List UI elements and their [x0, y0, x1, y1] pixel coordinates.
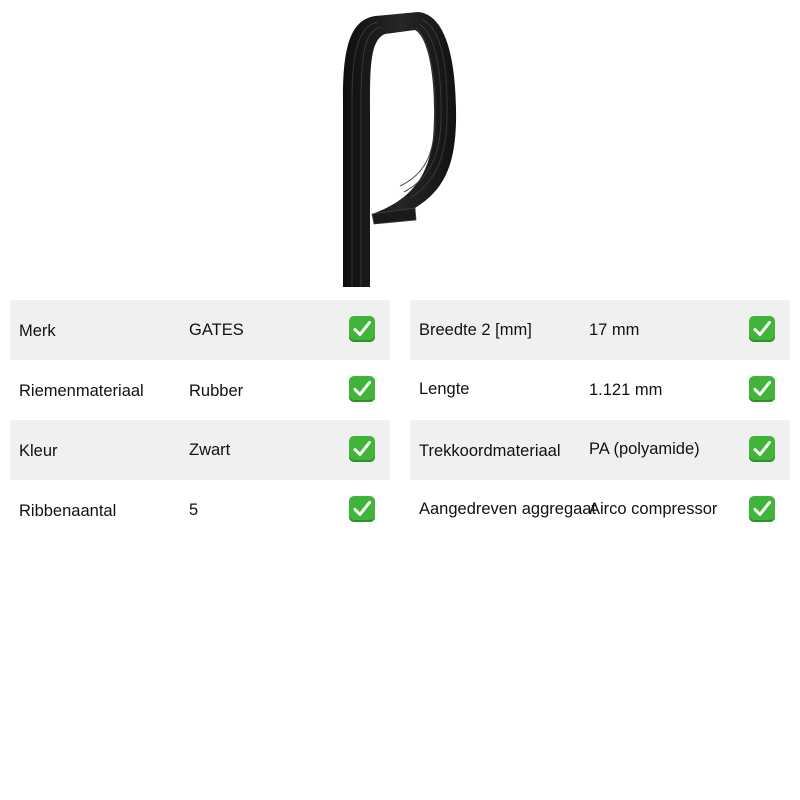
check-icon: [749, 496, 775, 522]
check-icon: [749, 316, 775, 342]
check-icon: [349, 316, 375, 342]
spec-label: Breedte 2 [mm]: [419, 321, 532, 339]
spec-row-riemenmateriaal: [10, 360, 390, 420]
spec-label: Riemenmateriaal: [19, 382, 144, 400]
spec-row-ribbenaantal: [10, 480, 390, 540]
spec-row-aangedreven-aggregaat: [410, 480, 790, 540]
spec-table-right: [410, 300, 790, 540]
spec-value: Rubber: [189, 382, 244, 400]
spec-label: Ribbenaantal: [19, 502, 117, 520]
spec-table-left: [10, 300, 390, 540]
spec-value: 1.121 mm: [589, 381, 663, 399]
spec-row-breedte: [410, 300, 790, 360]
spec-value: GATES: [189, 321, 244, 339]
check-icon: [349, 376, 375, 402]
v-ribbed-belt-image: [330, 8, 470, 290]
spec-label: Merk: [19, 322, 56, 340]
check-icon: [749, 376, 775, 402]
spec-value: 17 mm: [589, 321, 640, 339]
check-icon: [349, 496, 375, 522]
check-icon: [349, 436, 375, 462]
spec-row-trekkoordmateriaal: [410, 420, 790, 480]
spec-label: Kleur: [19, 442, 58, 460]
check-icon: [749, 436, 775, 462]
spec-value: Airco compressor: [589, 500, 718, 518]
spec-label: Aangedreven aggregaat: [419, 500, 597, 518]
spec-value: Zwart: [189, 441, 231, 459]
spec-label: Trekkoordmateriaal: [419, 442, 561, 460]
spec-value: PA (polyamide): [589, 440, 700, 458]
spec-label: Lengte: [419, 380, 470, 398]
spec-row-lengte: [410, 360, 790, 420]
spec-row-kleur: [10, 420, 390, 480]
spec-row-merk: [10, 300, 390, 360]
spec-value: 5: [189, 501, 199, 519]
